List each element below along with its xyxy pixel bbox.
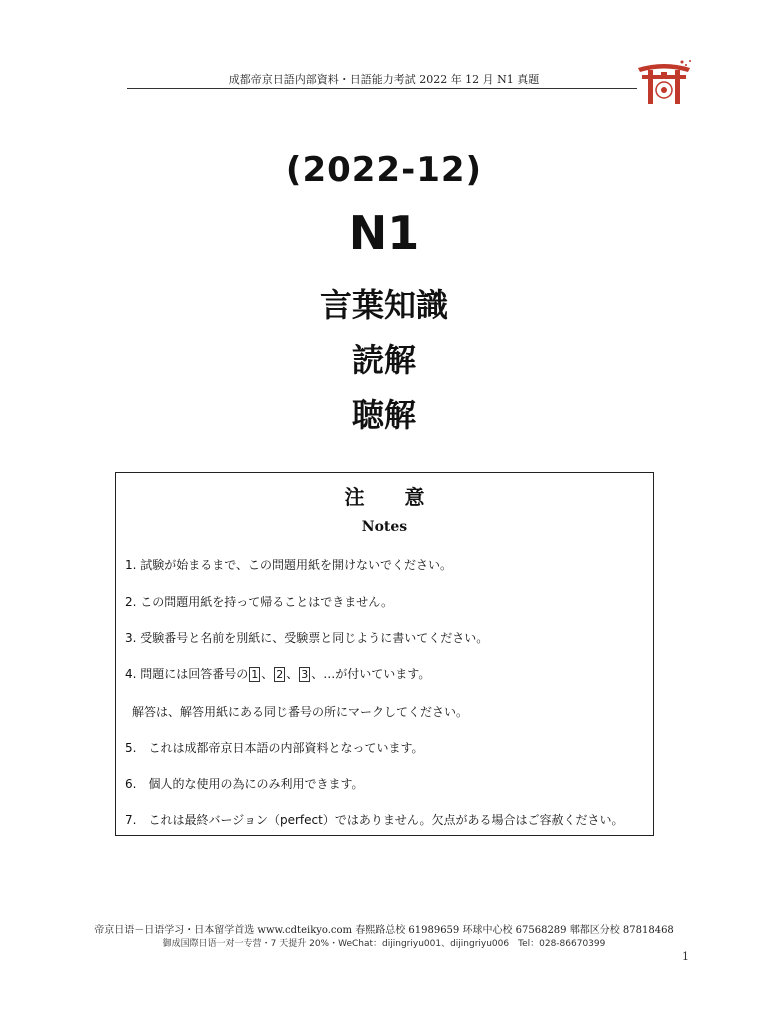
section-listening: 聴解 [351, 396, 416, 434]
notes-subtitle: Notes [361, 519, 408, 535]
note-item-4-answer: 解答は、解答用紙にある同じ番号の所にマークしてください。 [132, 705, 469, 719]
page-number: 1 [682, 950, 689, 963]
boxed-number: 3 [301, 668, 309, 681]
section-reading: 読解 [351, 341, 416, 379]
note-item-5: 5. これは成都帝京日本語の内部資料となっています。 [125, 741, 424, 755]
footer-contact-line-2: 御成国際日语一对一专营・7 天提升 20%・WeChat：dijingriyu001、dijingriyu006 Tel：028-86670399 [162, 939, 606, 949]
note-item-4-text: 4. 問題には回答番号の [125, 667, 249, 681]
separator: 、 [286, 667, 299, 681]
note-item-2: 2. この問題用紙を持って帰ることはできません。 [125, 595, 393, 609]
notes-title: 注意 [344, 485, 465, 509]
header-divider [127, 88, 637, 89]
exam-level: N1 [348, 206, 420, 260]
note-item-4-tail: 、…が付いています。 [311, 667, 431, 681]
note-item-7: 7. これは最終バージョン（perfect）ではありません。欠点がある場合はご容赦ください。 [125, 813, 624, 827]
note-item-3: 3. 受験番号と名前を別紙に、受験票と同じように書いてください。 [125, 631, 489, 645]
boxed-number: 2 [276, 668, 284, 681]
separator: 、 [261, 667, 274, 681]
note-item-1: 1. 試験が始まるまで、この問題用紙を開けないでください。 [125, 558, 453, 572]
boxed-number: 1 [251, 668, 259, 681]
header-text: 成都帝京日語内部資料・日語能力考試 2022 年 12 月 N1 真题 [228, 73, 540, 86]
note-item-6: 6. 個人的な使用の為にのみ利用できます。 [125, 777, 364, 791]
exam-year: (2022-12) [285, 150, 483, 190]
torii-logo-icon [634, 58, 694, 106]
notes-box [115, 472, 654, 836]
section-vocabulary: 言葉知識 [319, 286, 448, 324]
footer-contact-line-1: 帝京日语－日语学习・日本留学首选 www.cdteikyo.com 春熙路总校 61989659 环球中心校 67568289 郫都区分校 87818468 [94, 925, 674, 936]
note-item-4 [125, 665, 430, 682]
